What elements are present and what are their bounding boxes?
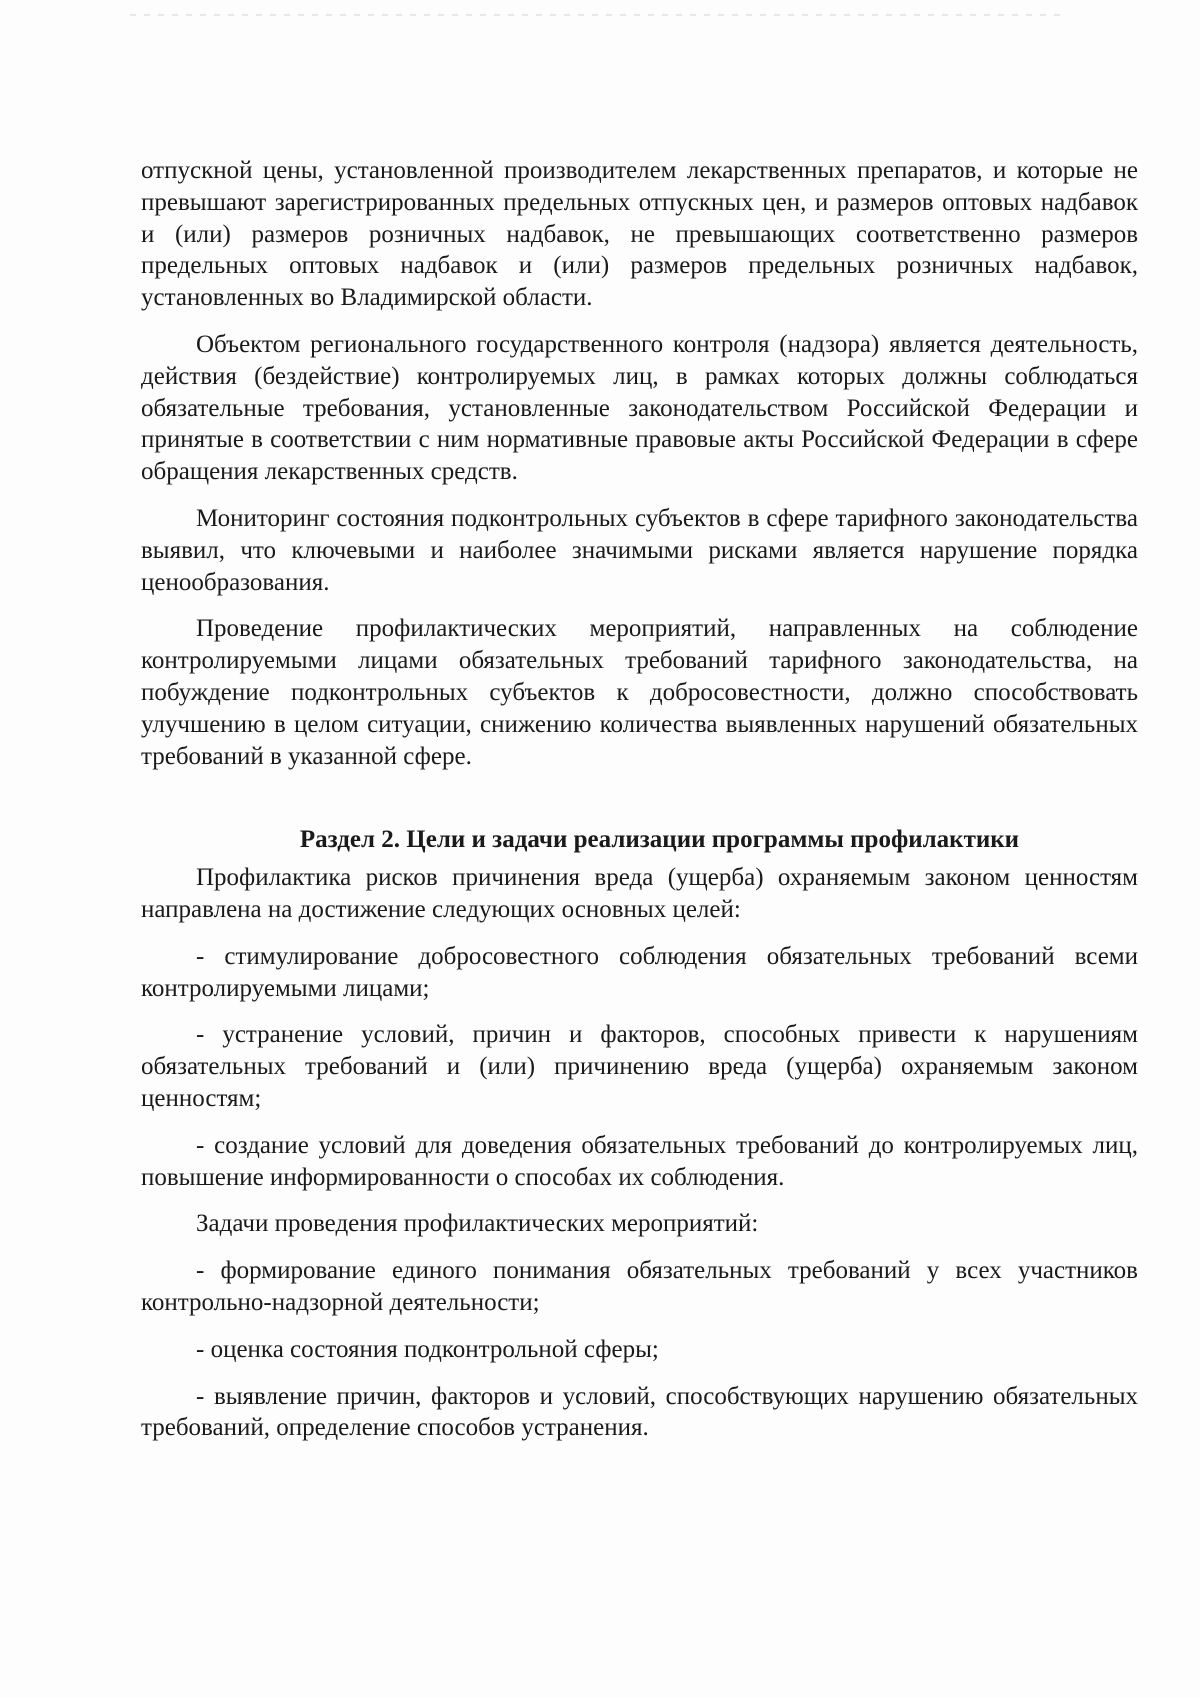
paragraph-goals-intro: Профилактика рисков причинения вреда (ущерба) охраняемым законом ценностям направлена на достижение следующих основных целей: <box>141 864 1138 923</box>
paragraph-prevention-measures: Проведение профилактических мероприятий, направленных на соблюдение контролируемыми лицами обязательных требований тарифного законодательства, на побуждение подконтрольных субъектов к добросовестности, должно способствовать улучшению в целом ситуации, снижению количества выявленных нарушений обязательных требований в указанной сфере. <box>141 615 1138 770</box>
list-item-task-2: - оценка состояния подконтрольной сферы; <box>196 1335 659 1363</box>
list-item-task-3: - выявление причин, факторов и условий, способствующих нарушению обязательных требований, определение способов устранения. <box>141 1382 1138 1442</box>
paragraph-tasks-intro: Задачи проведения профилактических мероприятий: <box>196 1210 759 1238</box>
paragraph-monitoring: Мониторинг состояния подконтрольных субъектов в сфере тарифного законодательства выявил, что ключевыми и наиболее значимыми рисками является нарушение порядка ценообразования. <box>141 504 1138 596</box>
section-2-title: Раздел 2. Цели и задачи реализации программы профилактики <box>299 826 1020 854</box>
list-item-goal-3: - создание условий для доведения обязательных требований до контролируемых лиц, повышение информированности о способах их соблюдения. <box>141 1131 1138 1191</box>
list-item-goal-1: - стимулирование добросовестного соблюдения обязательных требований всеми контролируемыми лицами; <box>141 942 1138 1002</box>
list-item-goal-2: - устранение условий, причин и факторов, способных привести к нарушениям обязательных требований и (или) причинению вреда (ущерба) охраняемым законом ценностям; <box>141 1021 1138 1112</box>
paragraph-control-object: Объектом регионального государственного контроля (надзора) является деятельность, действия (бездействие) контролируемых лиц, в рамках которых должны соблюдаться обязательные требования, установленные законодательством Российской Федерации и принятые в соответствии с ним нормативные правовые акты Российской Федерации в сфере обращения лекарственных средств. <box>141 330 1138 486</box>
document-body <box>141 155 1138 1459</box>
scan-artifact-line <box>130 14 1060 16</box>
paragraph-continuation: отпускной цены, установленной производителем лекарственных препаратов, и которые не превышают зарегистрированных предельных отпускных цен, и размеров оптовых надбавок и (или) размеров розничных надбавок, не превышающих соответственно размеров предельных оптовых надбавок и (или) размеров предельных розничных надбавок, установленных во Владимирской области. <box>141 157 1138 312</box>
list-item-task-1: - формирование единого понимания обязательных требований у всех участников контрольно-надзорной деятельности; <box>141 1257 1138 1316</box>
